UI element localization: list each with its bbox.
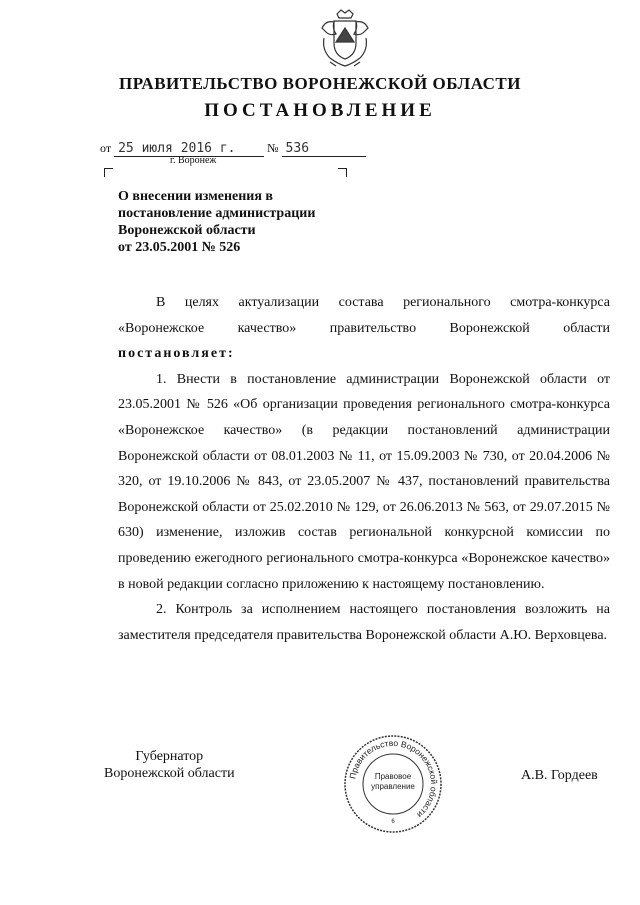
document-number: 536 <box>282 142 366 157</box>
item-1-paragraph: 1. Внести в постановление администрации Воронежской области от 23.05.2001 № 526 «Об организации проведения регионального смотра-конкурса «Воронежское качество» (в редакции постановлений администрации Воронежской области от 08.01.2003 № 11, от 15.09.2003 № 730, от 20.04.2006 № 320, от 19.10.2006 № 843, от 23.05.2007 № 437, постановлений правительства Воронежской области от 25.02.2010 № 129, от 26.06.2013 № 563, от 29.07.2015 № 630) изменение, изложив состав региональной конкурсной комиссии по проведению ежегодного регионального смотра-конкурса «Воронежское качество» в новой редакции согласно приложению к настоящему постановлению. <box>118 371 610 592</box>
document-body <box>118 290 610 648</box>
preamble-paragraph <box>118 290 610 367</box>
government-title: ПРАВИТЕЛЬСТВО ВОРОНЕЖСКОЙ ОБЛАСТИ <box>118 74 521 93</box>
document-type: ПОСТАНОВЛЕНИЕ <box>204 100 436 121</box>
registration-line <box>100 141 366 157</box>
document-date: 25 июля 2016 г. <box>114 142 264 157</box>
item-2-paragraph: 2. Контроль за исполнением настоящего постановления возложить на заместителя председателя правительства Воронежской области А.Ю. Верховцева. <box>118 602 610 643</box>
stamp-center-line: Правовое <box>374 772 412 781</box>
stamp-ring-text: Правительство Воронежской области <box>347 737 440 821</box>
resolution-verb: постановляет: <box>118 346 235 362</box>
position-line: Воронежской области <box>104 766 235 781</box>
position-line: Губернатор <box>135 749 204 764</box>
corner-mark-left <box>104 168 113 177</box>
date-label: от <box>100 141 112 155</box>
subject-line: О внесении изменения в <box>118 189 273 204</box>
subject-line: от 23.05.2001 № 526 <box>118 240 241 255</box>
stamp-mark: 6 <box>391 819 395 825</box>
signatory-name: А.В. Гордеев <box>521 768 598 783</box>
city: г. Воронеж <box>170 155 217 166</box>
document-subject <box>118 188 378 256</box>
stamp-center-line: управление <box>371 782 415 791</box>
coat-of-arms-icon <box>316 8 374 70</box>
preamble-text: В целях актуализации состава регионального смотра-конкурса «Воронежское качество» правительство Воронежской области <box>118 295 610 336</box>
subject-line: Воронежской области <box>118 223 256 238</box>
subject-line: постановление администрации <box>118 206 316 221</box>
signatory-position <box>104 748 235 782</box>
corner-mark-right <box>338 168 347 177</box>
official-stamp <box>342 733 444 835</box>
number-label: № <box>267 141 279 155</box>
